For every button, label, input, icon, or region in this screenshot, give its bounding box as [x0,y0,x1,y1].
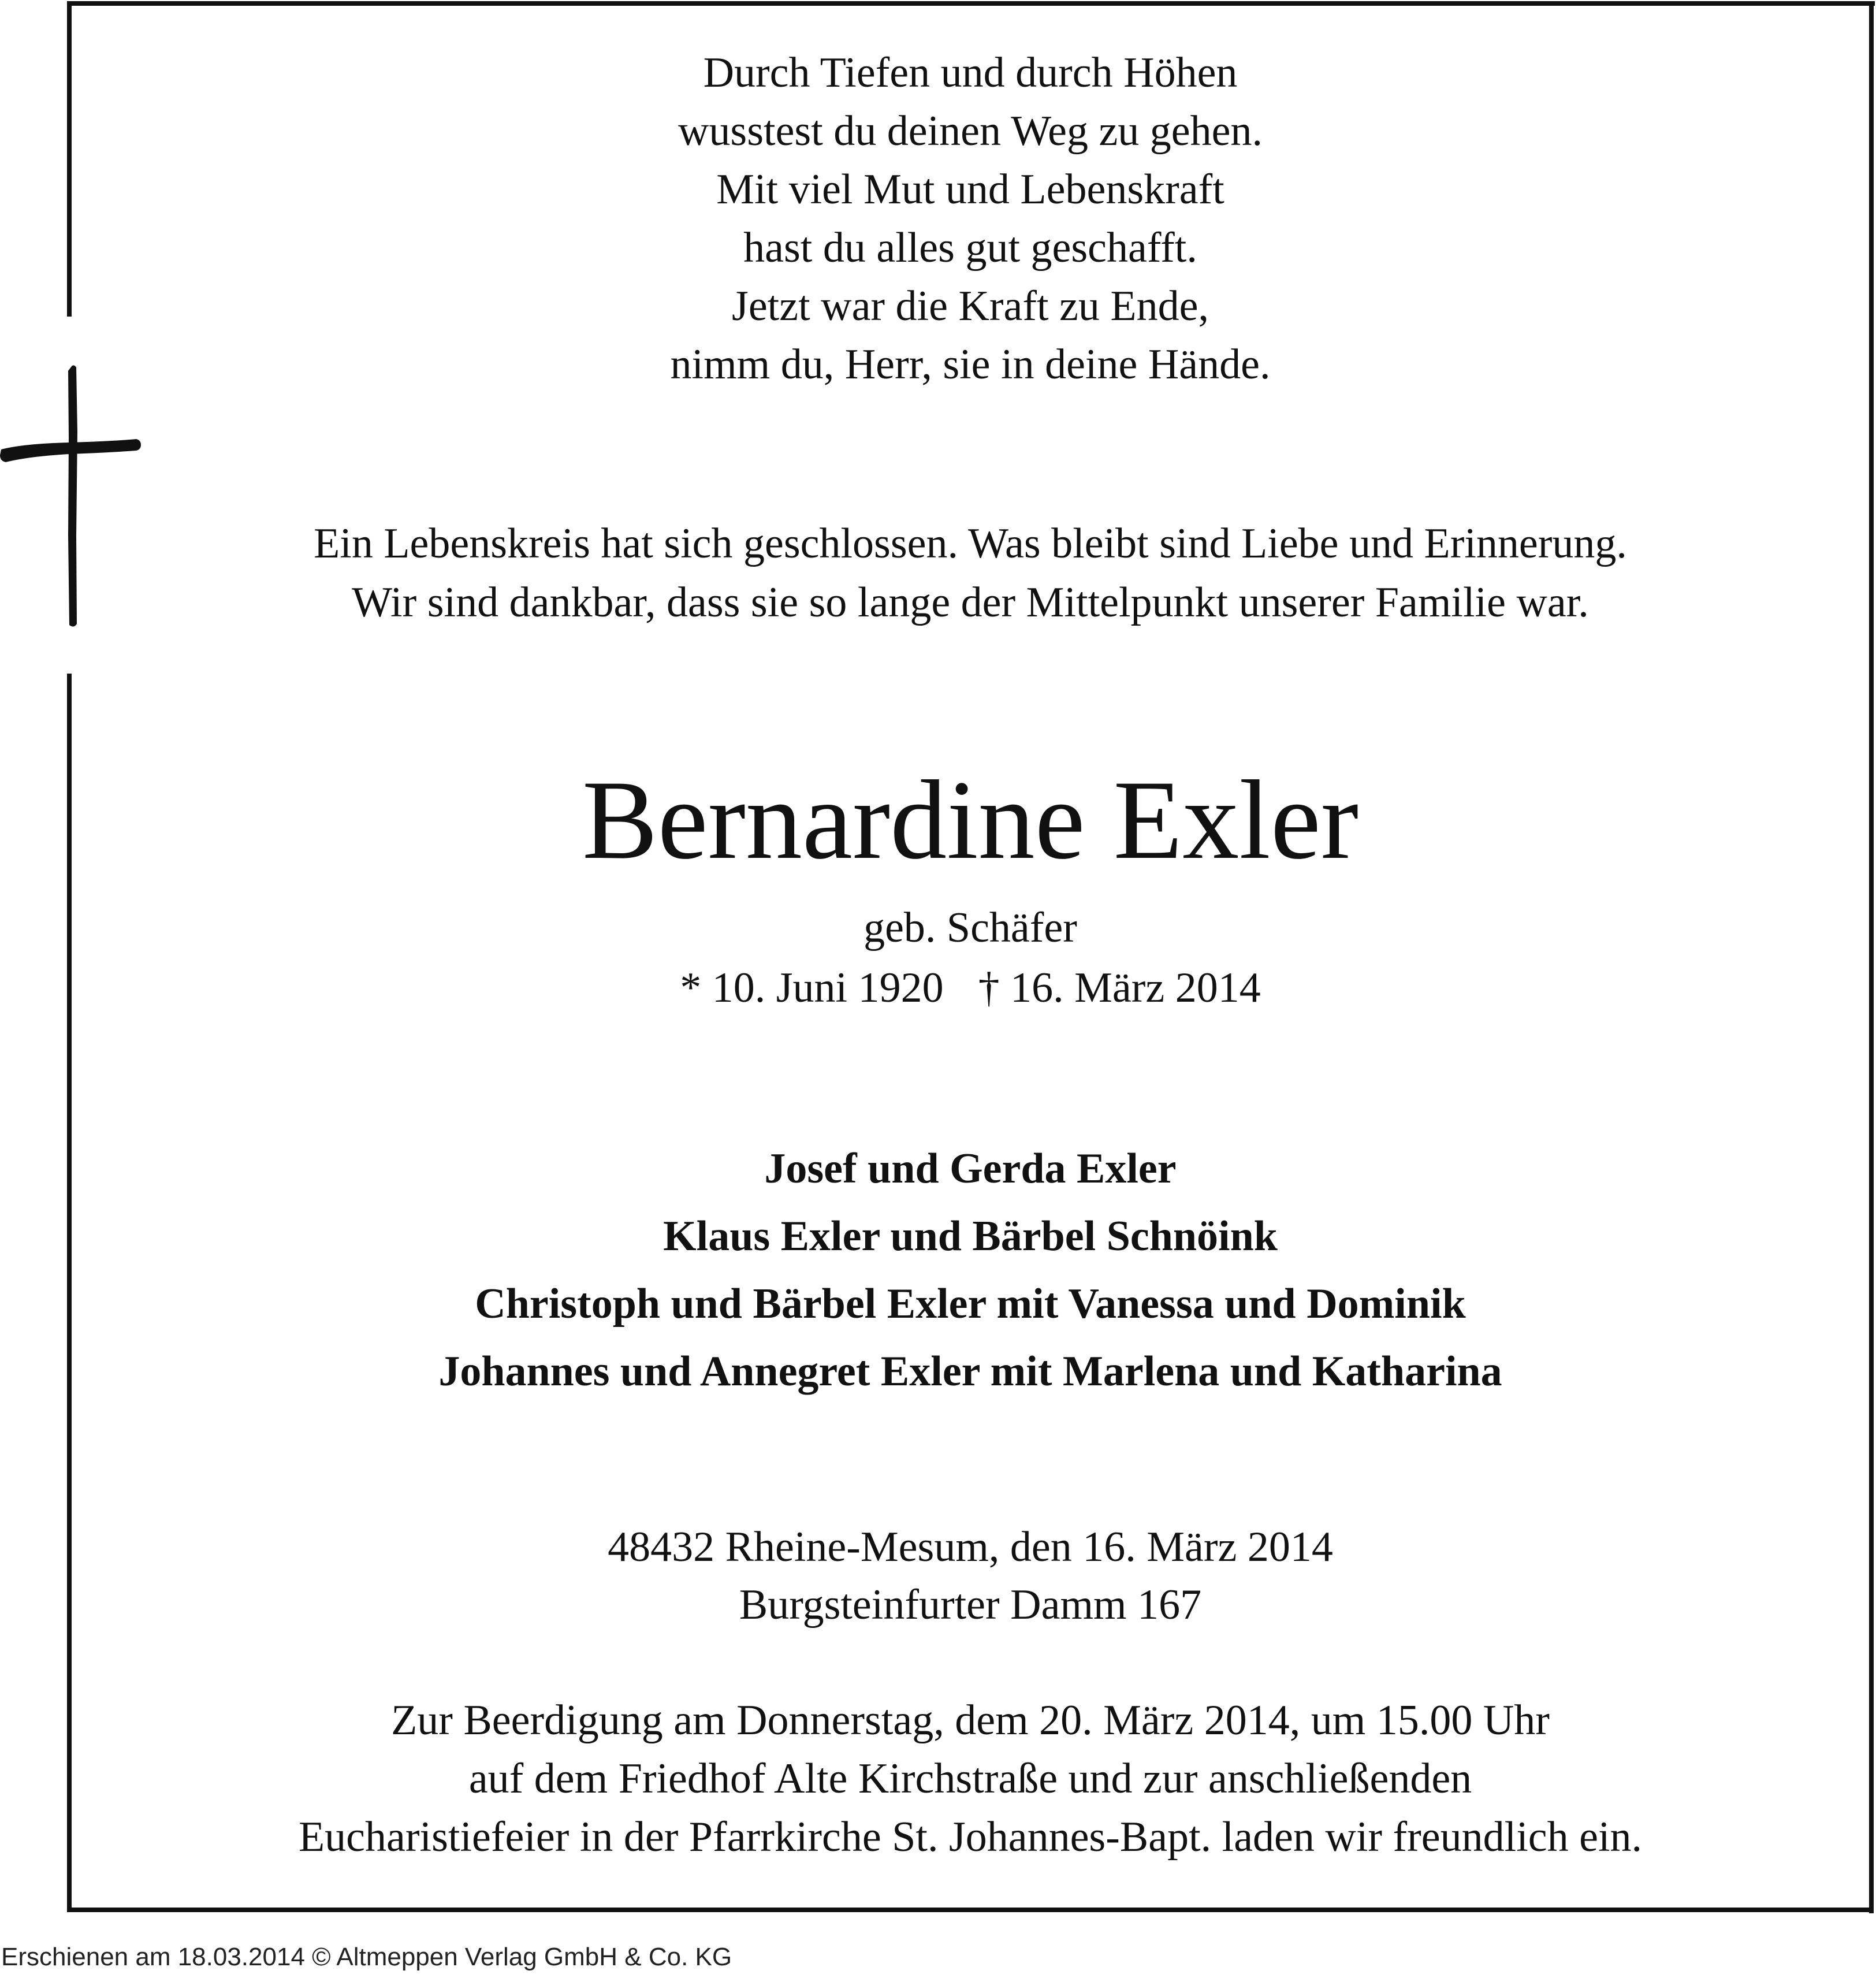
poem [75,44,1866,394]
statement-line: Wir sind dankbar, dass sie so lange der Mittelpunkt unserer Familie war. [352,579,1589,626]
publication-footer: Erschienen am 18.03.2014 © Altmeppen Verlag GmbH & Co. KG [1,1943,732,1971]
poem-line: nimm du, Herr, sie in deine Hände. [670,341,1271,388]
deceased-name: Bernardine Exler [582,757,1359,883]
funeral-line: Zur Beerdigung am Donnerstag, dem 20. März 2014, um 15.00 Uhr [391,1697,1550,1744]
death-date: † 16. März 2014 [978,964,1261,1012]
address [75,1518,1866,1634]
poem-line: Mit viel Mut und Lebenskraft [716,166,1224,213]
frame-border-bottom [67,1908,1874,1912]
statement-line: Ein Lebenskreis hat sich geschlossen. Was bleibt sind Liebe und Erinnerung. [314,520,1627,567]
address-line: 48432 Rheine-Mesum, den 16. März 2014 [608,1523,1333,1571]
poem-line: hast du alles gut geschafft. [743,224,1197,272]
family-member-line: Johannes und Annegret Exler mit Marlena und Katharina [438,1348,1502,1395]
family-member-line: Josef und Gerda Exler [764,1145,1177,1192]
life-dates [75,959,1866,1017]
memorial-statement [75,514,1866,632]
birth-date: * 10. Juni 1920 [680,964,944,1012]
address-line: Burgsteinfurter Damm 167 [739,1581,1202,1628]
family-member-line: Klaus Exler und Bärbel Schnöink [663,1213,1278,1260]
birth-name: geb. Schäfer [863,904,1077,951]
funeral-line: Eucharistiefeier in der Pfarrkirche St. Johannes-Bapt. laden wir freundlich ein. [298,1813,1643,1861]
frame-border-left-upper [67,1,72,317]
family-list [75,1135,1866,1406]
frame-border-top [67,1,1875,6]
family-member-line: Christoph und Bärbel Exler mit Vanessa und Dominik [475,1280,1466,1328]
poem-line: wusstest du deinen Weg zu gehen. [678,107,1263,155]
poem-line: Jetzt war die Kraft zu Ende, [732,282,1209,330]
frame-border-left-lower [67,674,72,1912]
frame-border-right [1869,1,1874,1913]
funeral-notice [75,1691,1866,1867]
poem-line: Durch Tiefen und durch Höhen [703,49,1238,96]
funeral-line: auf dem Friedhof Alte Kirchstraße und zur anschließenden [468,1755,1472,1802]
